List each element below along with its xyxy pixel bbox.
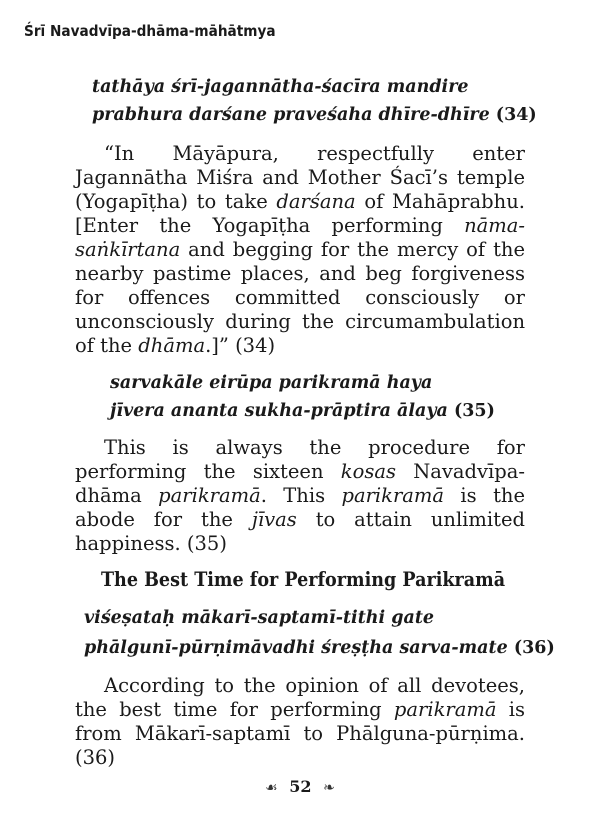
verse-35-text-2: jīvera ananta sukha-prāptira ālaya bbox=[110, 401, 448, 421]
verse-36-number: (36) bbox=[513, 638, 555, 658]
translation-34 bbox=[75, 142, 525, 358]
verse-35-line-2 bbox=[110, 397, 495, 425]
verse-36-line-1 bbox=[84, 604, 434, 632]
translation-35 bbox=[75, 436, 525, 556]
verse-36-line-2 bbox=[84, 634, 555, 662]
page-number: 52 bbox=[289, 777, 312, 796]
verse-34-text-2: prabhura darśane praveśaha dhīre-dhīre bbox=[92, 105, 490, 125]
verse-35-number: (35) bbox=[453, 401, 495, 421]
verse-34-text-1: tathāya śrī-jagannātha-śacīra mandire bbox=[92, 77, 469, 97]
verse-34-number: (34) bbox=[495, 105, 537, 125]
page-footer bbox=[0, 777, 600, 796]
running-header: Śrī Navadvīpa-dhāma-māhātmya bbox=[24, 22, 276, 40]
translation-34-paragraph: “In Māyāpura, respectfully enter Jagannātha Miśra and Mother Śacī’s temple (Yogapīṭha) to take darśana of Mahāprabhu. [Enter the Yogapīṭha performing nāma-saṅkīrtana and begging for the mercy of the nearby pastime places, and beg forgiveness for offences committed consciously or unconsciously during the circumambulation of the dhāma.]” (34) bbox=[75, 142, 525, 357]
verse-34-line-1 bbox=[92, 73, 469, 101]
verse-34-line-2 bbox=[92, 101, 537, 129]
verse-35-text-1: sarvakāle eirūpa parikramā haya bbox=[110, 373, 433, 393]
section-heading: The Best Time for Performing Parikramā bbox=[101, 568, 506, 591]
translation-36-paragraph: According to the opinion of all devotees, the best time for performing parikramā is from Mākarī-saptamī to Phālguna-pūrṇima. (36) bbox=[75, 674, 525, 769]
verse-35-line-1 bbox=[110, 369, 432, 397]
ornament-left-icon: ☙ bbox=[265, 780, 278, 796]
verse-36-text-1: viśeṣataḥ mākarī-saptamī-tithi gate bbox=[84, 608, 435, 628]
translation-35-paragraph: This is always the procedure for performing the sixteen kosas Navadvīpa-dhāma parikramā. This parikramā is the abode for the jīvas to attain unlimited happiness. (35) bbox=[75, 436, 525, 555]
verse-36-text-2: phālgunī-pūrṇimāvadhi śreṣṭha sarva-mate bbox=[84, 638, 508, 658]
translation-36 bbox=[75, 674, 525, 770]
ornament-right-icon: ❧ bbox=[323, 780, 335, 796]
